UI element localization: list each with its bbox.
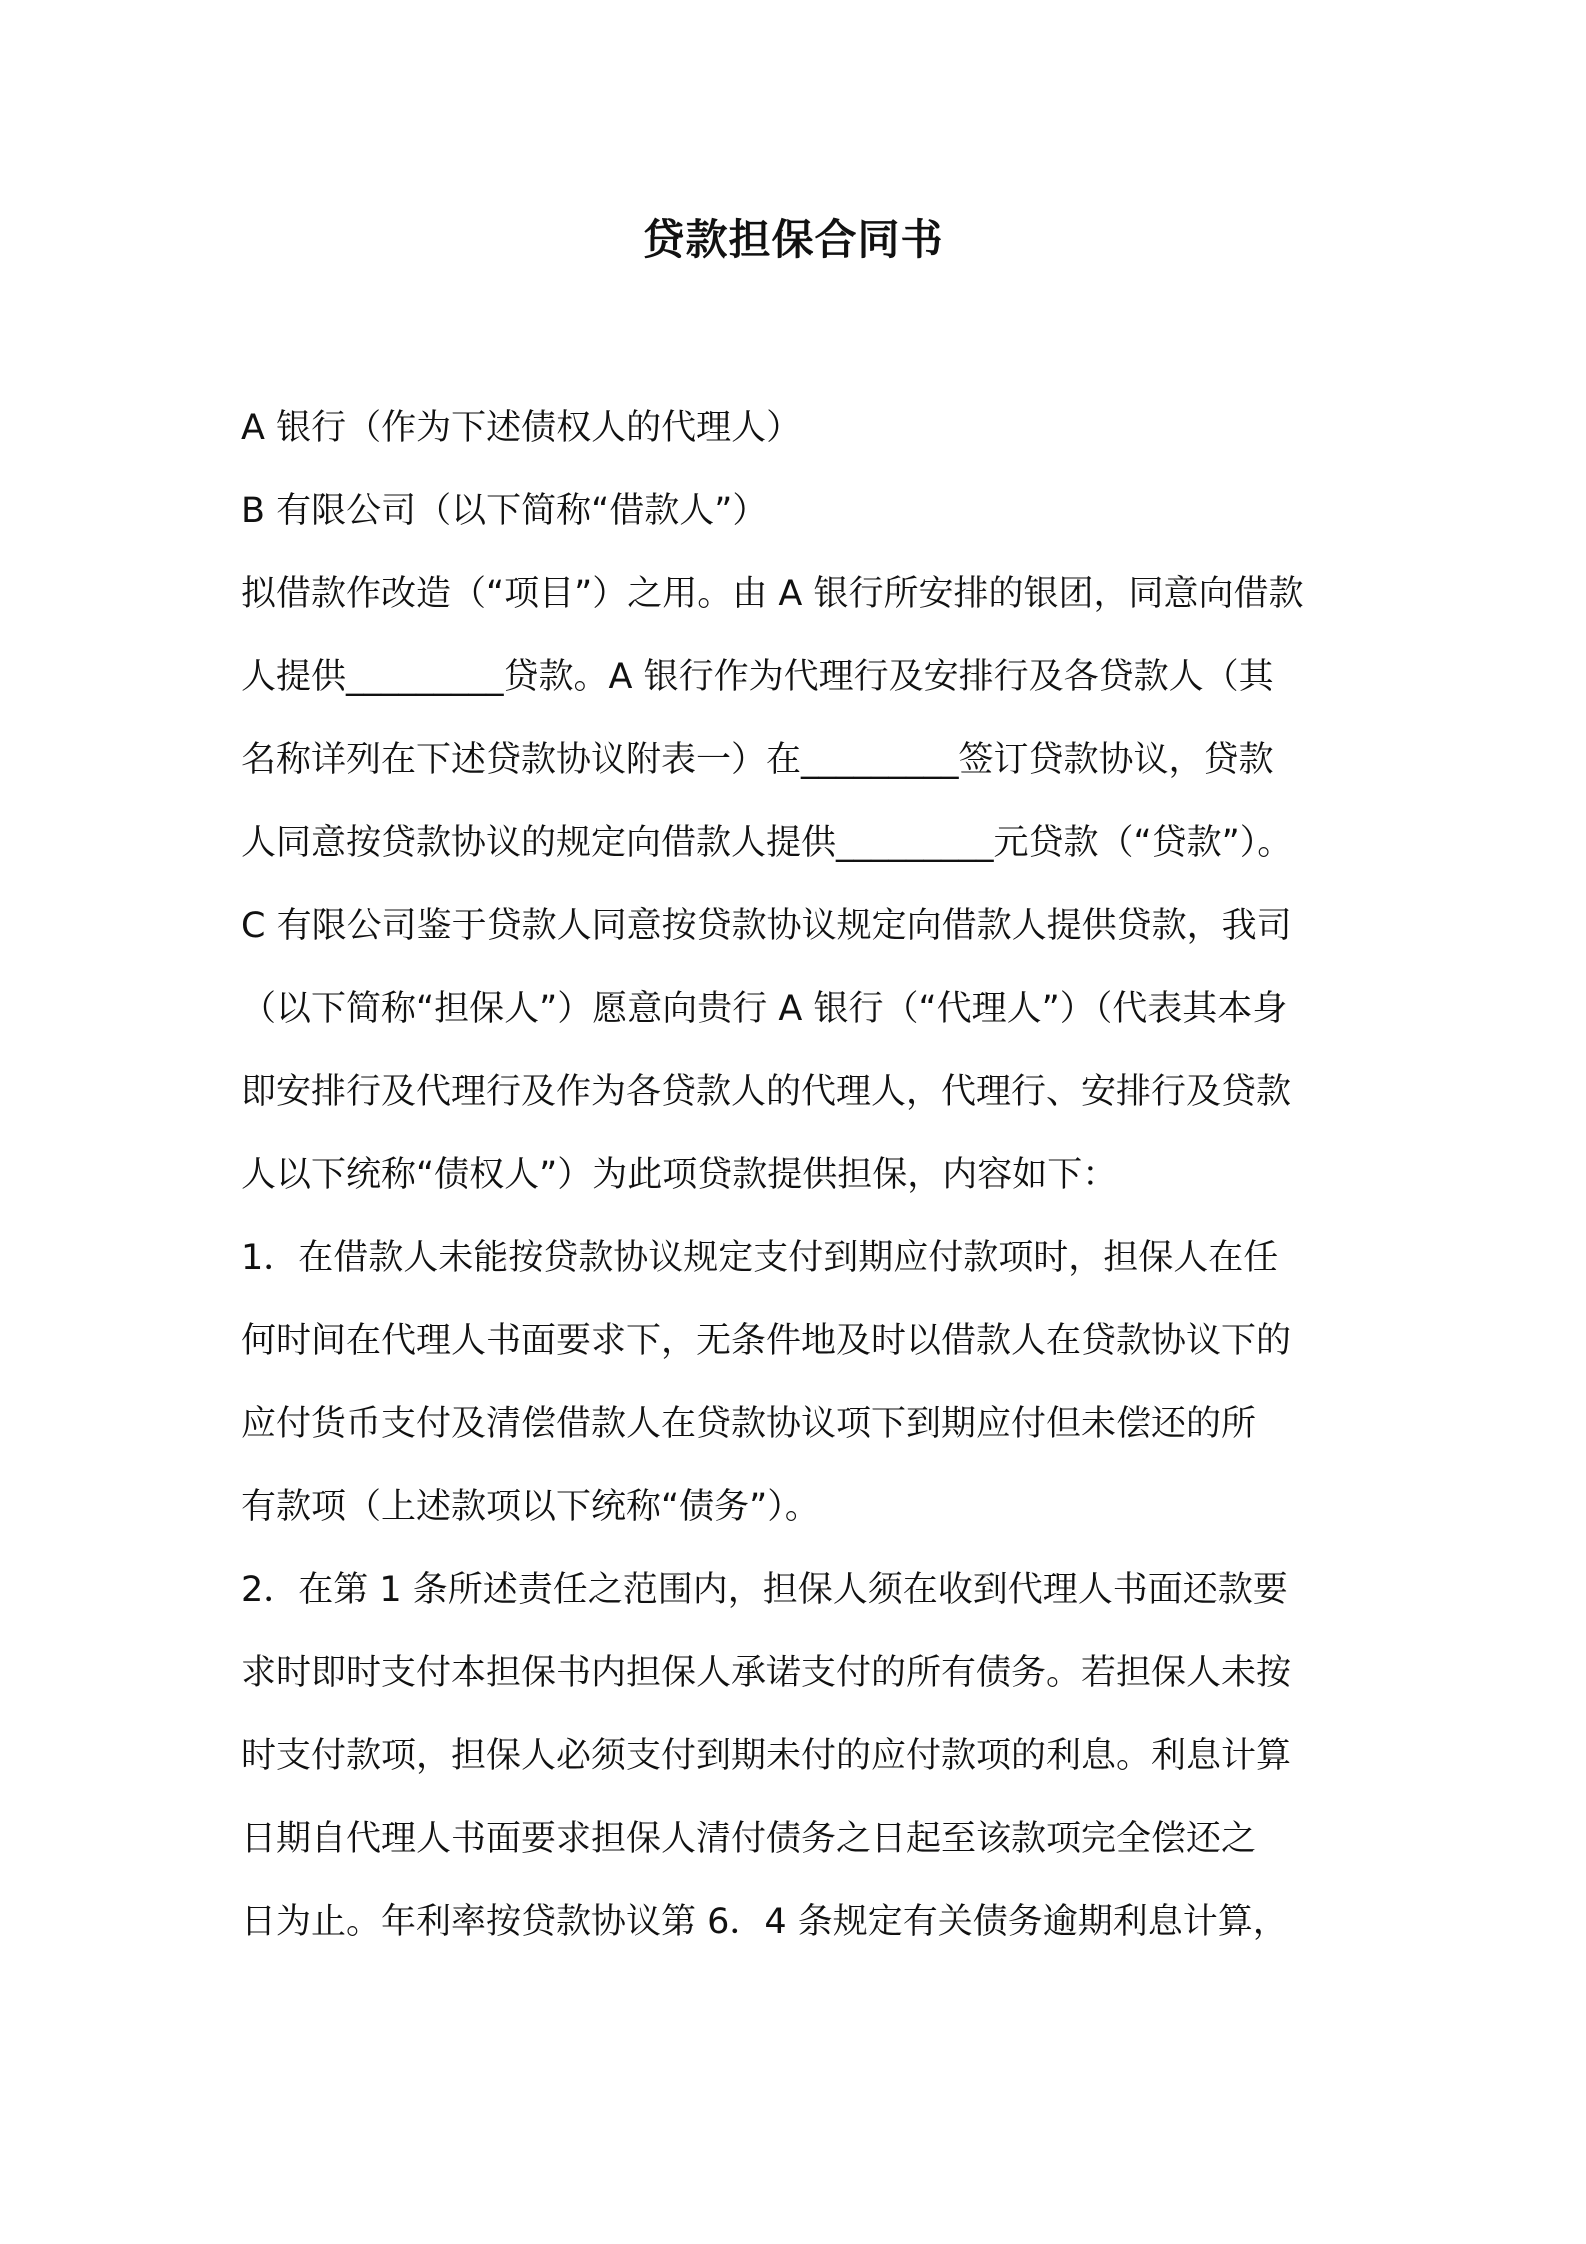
text-line: 日为止。年利率按贷款协议第 6．4 条规定有关债务逾期利息计算，: [241, 1902, 1288, 1942]
text-line: 求时即时支付本担保书内担保人承诺支付的所有债务。若担保人未按: [241, 1653, 1292, 1693]
text-line: 何时间在代理人书面要求下，无条件地及时以借款人在贷款协议下的: [241, 1321, 1292, 1361]
text-line: 名称详列在下述贷款协议附表一）在_________签订贷款协议，贷款: [241, 740, 1274, 780]
text-line: 拟借款作改造（“项目”）之用。由 A 银行所安排的银团，同意向借款: [241, 574, 1304, 614]
text-line: 日期自代理人书面要求担保人清付债务之日起至该款项完全偿还之: [241, 1819, 1257, 1859]
text-line: （以下简称“担保人”）愿意向贵行 A 银行（“代理人”）（代表其本身: [241, 989, 1288, 1029]
text-line: A 银行（作为下述债权人的代理人）: [241, 408, 802, 448]
text-line: 时支付款项，担保人必须支付到期未付的应付款项的利息。利息计算: [241, 1736, 1292, 1776]
text-line: 2．在第 1 条所述责任之范围内，担保人须在收到代理人书面还款要: [241, 1570, 1288, 1610]
text-line: 人以下统称“债权人”）为此项贷款提供担保，内容如下：: [241, 1155, 1118, 1195]
text-line: 人同意按贷款协议的规定向借款人提供_________元贷款（“贷款”）。: [241, 823, 1293, 863]
text-line: C 有限公司鉴于贷款人同意按贷款协议规定向借款人提供贷款，我司: [241, 906, 1292, 946]
text-line: 人提供_________贷款。A 银行作为代理行及安排行及各贷款人（其: [241, 657, 1274, 697]
text-line: 即安排行及代理行及作为各贷款人的代理人，代理行、安排行及贷款: [241, 1072, 1292, 1112]
text-line: B 有限公司（以下简称“借款人”）: [241, 491, 768, 531]
text-line: 1．在借款人未能按贷款协议规定支付到期应付款项时，担保人在任: [241, 1238, 1279, 1278]
document-title: 贷款担保合同书: [642, 215, 944, 264]
text-line: 应付货币支付及清偿借款人在贷款协议项下到期应付但未偿还的所: [241, 1404, 1257, 1444]
text-line: 有款项（上述款项以下统称“债务”）。: [241, 1487, 820, 1527]
